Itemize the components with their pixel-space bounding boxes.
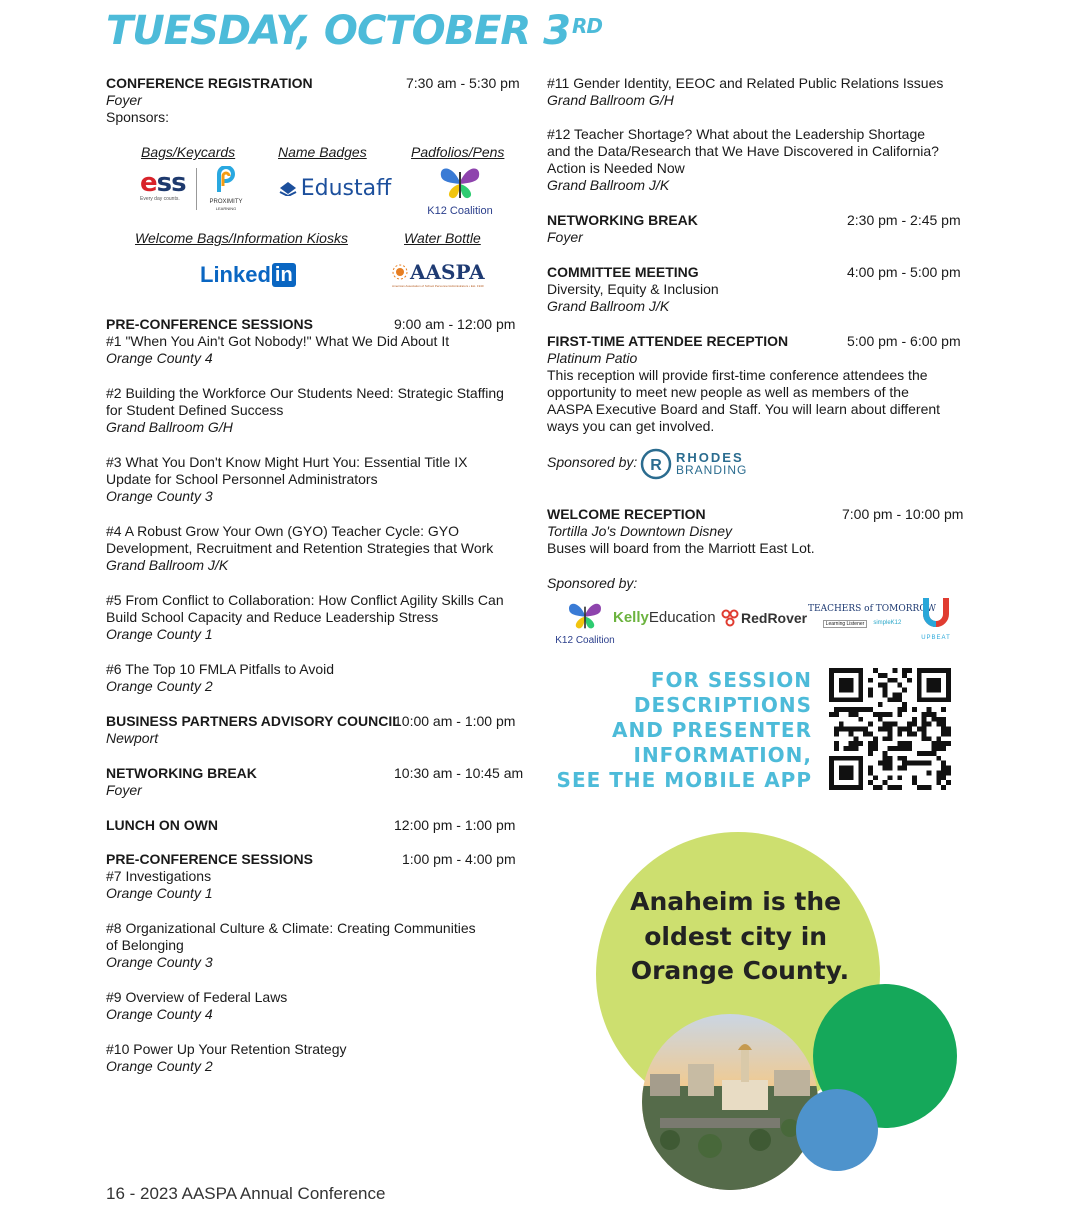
- session-12-title: #12 Teacher Shortage? What about the Leadership Shortage: [547, 126, 926, 142]
- committee-title: COMMITTEE MEETING: [547, 264, 699, 280]
- fact-line-2: oldest city in: [644, 922, 828, 951]
- sponsor-group-bags: Bags/Keycards: [141, 144, 236, 160]
- k12-coalition-logo-2: K12 Coalition: [550, 600, 620, 646]
- fact-line-3: Orange County.: [630, 956, 850, 985]
- committee-subtitle: Diversity, Equity & Inclusion: [547, 281, 719, 297]
- welcome-title: WELCOME RECEPTION: [547, 506, 706, 522]
- session-12-title-cont2: Action is Needed Now: [547, 160, 685, 176]
- welcome-note: Buses will board from the Marriott East Lot.: [547, 540, 815, 556]
- pre-am-title: PRE-CONFERENCE SESSIONS: [106, 316, 313, 332]
- mobile-app-promo: FOR SESSION DESCRIPTIONS AND PRESENTER INFORMATION, SEE THE MOBILE APP: [556, 668, 812, 792]
- session-7-location: Orange County 1: [106, 885, 213, 901]
- lunch-title: LUNCH ON OWN: [106, 817, 218, 833]
- edustaff-icon: [279, 180, 297, 196]
- bpac-title: BUSINESS PARTNERS ADVISORY COUNCIL: [106, 713, 401, 729]
- rhodes-icon: [640, 448, 672, 480]
- registration-location: Foyer: [106, 92, 142, 108]
- session-11-title: #11 Gender Identity, EEOC and Related Public Relations Issues: [547, 75, 944, 91]
- ess-logo: ess Every day counts.: [140, 168, 186, 202]
- session-12-title-cont: and the Data/Research that We Have Discovered in California?: [547, 143, 939, 159]
- sponsor-group-padfolios: Padfolios/Pens: [411, 144, 505, 160]
- session-3-title-cont: Update for School Personnel Administrators: [106, 471, 378, 487]
- qr-code-graphic: [829, 668, 951, 790]
- session-2-title: #2 Building the Workforce Our Students Need: Strategic Staffing: [106, 385, 504, 401]
- session-6-location: Orange County 2: [106, 678, 213, 694]
- committee-time: 4:00 pm - 5:00 pm: [847, 264, 961, 280]
- session-11-location: Grand Ballroom G/H: [547, 92, 674, 108]
- first-time-sponsored: Sponsored by:: [547, 454, 638, 470]
- proximity-logo: PROXIMITY LEARNING: [206, 166, 246, 212]
- aaspa-logo: AASPA American Association of School Personnel Administrators • Est. 1940: [392, 260, 485, 288]
- first-time-desc-3: AASPA Executive Board and Staff. You will learn about different: [547, 401, 941, 417]
- anaheim-graphic: [590, 828, 970, 1190]
- session-2-location: Grand Ballroom G/H: [106, 419, 233, 435]
- first-time-location: Platinum Patio: [547, 350, 638, 366]
- break-1-time: 10:30 am - 10:45 am: [394, 765, 524, 781]
- session-3-location: Orange County 3: [106, 488, 213, 504]
- upbeat-logo: UPBEAT: [918, 596, 954, 642]
- break-2-location: Foyer: [547, 229, 583, 245]
- session-6-title: #6 The Top 10 FMLA Pitfalls to Avoid: [106, 661, 335, 677]
- session-7-title: #7 Investigations: [106, 868, 212, 884]
- session-2-title-cont: for Student Defined Success: [106, 402, 284, 418]
- first-time-desc-2: opportunity to meet new people as well as members of the: [547, 384, 909, 400]
- edustaff-logo: Edustaff: [276, 174, 394, 202]
- logo-divider: [196, 168, 197, 210]
- magnet-icon: [922, 596, 950, 630]
- pre-pm-title: PRE-CONFERENCE SESSIONS: [106, 851, 313, 867]
- sponsors-label: Sponsors:: [106, 109, 170, 125]
- session-3-title: #3 What You Don't Know Might Hurt You: Essential Title IX: [106, 454, 468, 470]
- break-1-title: NETWORKING BREAK: [106, 765, 257, 781]
- session-10-location: Orange County 2: [106, 1058, 213, 1074]
- first-time-desc-4: ways you can get involved.: [547, 418, 715, 434]
- blue-circle: [796, 1089, 878, 1171]
- sponsor-group-water: Water Bottle: [404, 230, 481, 246]
- teachers-of-tomorrow-logo: TEACHERS of TOMORROW Learning Listener simpleK12: [808, 604, 936, 627]
- committee-location: Grand Ballroom J/K: [547, 298, 670, 314]
- pre-am-time: 9:00 am - 12:00 pm: [394, 316, 516, 332]
- sun-icon: [392, 264, 408, 280]
- session-1-location: Orange County 4: [106, 350, 213, 366]
- rhodes-branding-logo: R RHODES BRANDING: [640, 447, 752, 481]
- session-8-title: #8 Organizational Culture & Climate: Creating Communities: [106, 920, 476, 936]
- session-4-title: #4 A Robust Grow Your Own (GYO) Teacher Cycle: GYO: [106, 523, 460, 539]
- session-10-title: #10 Power Up Your Retention Strategy: [106, 1041, 347, 1057]
- page-footer: 16 - 2023 AASPA Annual Conference: [106, 1184, 386, 1203]
- session-9-title: #9 Overview of Federal Laws: [106, 989, 288, 1005]
- svg-text:R: R: [650, 457, 662, 474]
- k12-coalition-logo: K12 Coalition: [420, 164, 500, 216]
- session-8-location: Orange County 3: [106, 954, 213, 970]
- welcome-time: 7:00 pm - 10:00 pm: [842, 506, 964, 522]
- session-4-location: Grand Ballroom J/K: [106, 557, 229, 573]
- registration-title: CONFERENCE REGISTRATION: [106, 75, 313, 91]
- session-1-title: #1 "When You Ain't Got Nobody!" What We Did About It: [106, 333, 450, 349]
- welcome-location: Tortilla Jo's Downtown Disney: [547, 523, 733, 539]
- session-9-location: Orange County 4: [106, 1006, 213, 1022]
- pre-pm-time: 1:00 pm - 4:00 pm: [402, 851, 516, 867]
- session-5-title: #5 From Conflict to Collaboration: How Conflict Agility Skills Can: [106, 592, 504, 608]
- butterfly-icon: [565, 600, 605, 630]
- registration-time: 7:30 am - 5:30 pm: [406, 75, 520, 91]
- fact-line-1: Anaheim is the: [630, 887, 842, 916]
- page-title: TUESDAY, OCTOBER 3 $^{RD}$: [106, 8, 602, 54]
- break-1-location: Foyer: [106, 782, 142, 798]
- bpac-location: Newport: [106, 730, 159, 746]
- sponsor-group-welcome-bags: Welcome Bags/Information Kiosks: [135, 230, 348, 246]
- session-8-title-cont: of Belonging: [106, 937, 184, 953]
- break-2-title: NETWORKING BREAK: [547, 212, 698, 228]
- qr-code[interactable]: [829, 668, 951, 790]
- butterfly-icon: [437, 164, 483, 200]
- sponsor-group-badges: Name Badges: [278, 144, 367, 160]
- first-time-title: FIRST-TIME ATTENDEE RECEPTION: [547, 333, 789, 349]
- session-12-location: Grand Ballroom J/K: [547, 177, 670, 193]
- lunch-time: 12:00 pm - 1:00 pm: [394, 817, 516, 833]
- session-5-location: Orange County 1: [106, 626, 213, 642]
- session-5-title-cont: Build School Capacity and Reduce Leadership Stress: [106, 609, 439, 625]
- kelly-education-logo: KellyEducation: [613, 609, 716, 626]
- session-4-title-cont: Development, Recruitment and Retention Strategies that Work: [106, 540, 494, 556]
- linkedin-logo: Linked in: [200, 261, 296, 289]
- redrover-logo: RedRover: [721, 608, 807, 628]
- first-time-desc-1: This reception will provide first-time conference attendees the: [547, 367, 928, 383]
- svg-text:Anaheim is the oldest city: [630, 887, 850, 985]
- redrover-icon: [721, 609, 739, 627]
- break-2-time: 2:30 pm - 2:45 pm: [847, 212, 961, 228]
- bpac-time: 10:00 am - 1:00 pm: [394, 713, 516, 729]
- first-time-time: 5:00 pm - 6:00 pm: [847, 333, 961, 349]
- welcome-sponsored: Sponsored by:: [547, 575, 638, 591]
- proximity-icon: [213, 166, 239, 194]
